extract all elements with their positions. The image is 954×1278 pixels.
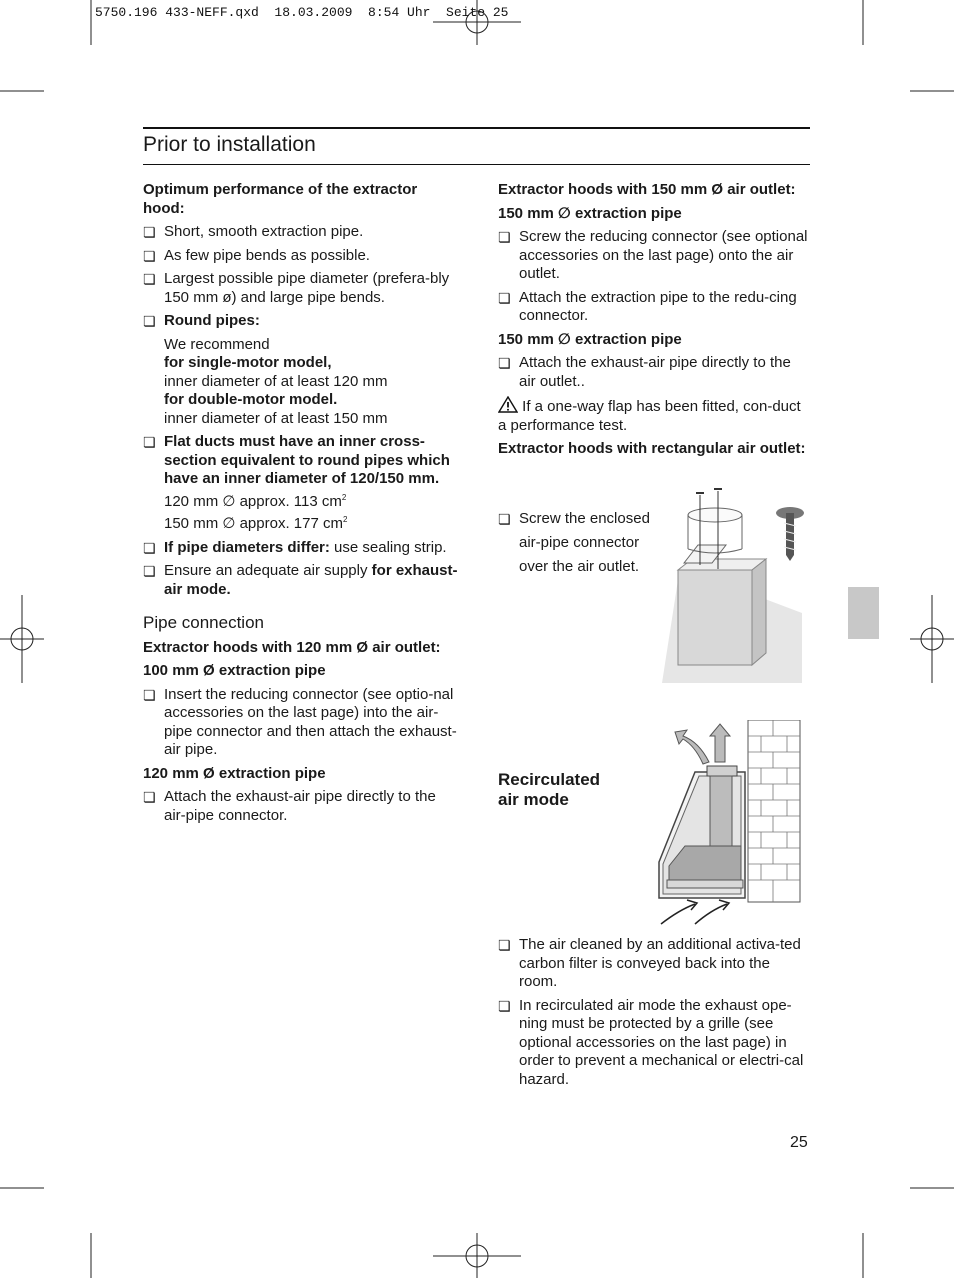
list-item: ❏ Screw the enclosed air-pipe connector over the air outlet. (498, 507, 668, 579)
section-tab (848, 587, 879, 639)
hoods-120-heading: Extractor hoods with 120 mm Ø air outlet: (143, 638, 441, 656)
pipe-150b-heading: 150 mm ∅ extraction pipe (498, 330, 682, 348)
optimum-list (143, 223, 458, 331)
recirculated-heading: Recirculated air mode (498, 770, 601, 809)
hoods-150-heading: Extractor hoods with 150 mm Ø air outlet: (498, 181, 796, 198)
page-title: Prior to installation (143, 133, 316, 156)
rectangular-connector-illustration (660, 485, 810, 685)
round-pipes-detail (164, 336, 458, 429)
flat-duct-row: 150 mm ∅ approx. 177 $cm^2$ (164, 515, 348, 532)
recommend-text: We recommend (164, 335, 270, 353)
list-item: ❏ The air cleaned by an additional activa-ted carbon filter is conveyed back into the room. (498, 936, 812, 992)
single-motor-label: for single-motor model, (164, 354, 332, 371)
list-item: ❏ Screw the reducing connector (see optional accessories on the last page) onto the air outlet. (498, 228, 810, 284)
warning-icon (498, 396, 518, 413)
header-rule-top (143, 127, 810, 129)
flat-ducts-text: ❏ Flat ducts must have an inner cross-section equivalent to round pipes which have an inner diameter of 120/150 mm. (164, 433, 450, 487)
pipe-100-heading: 100 mm Ø extraction pipe (143, 662, 326, 679)
flat-duct-row: 120 mm ∅ approx. 113 $cm^2$ (164, 492, 347, 510)
pipe-120-heading: 120 mm Ø extraction pipe (143, 764, 326, 782)
single-motor-text: inner diameter of at least 120 mm (164, 372, 388, 390)
list-item: ❏ Largest possible pipe diameter (prefera-bly 150 mm ø) and large pipe bends. (143, 270, 458, 307)
optimum-heading: Optimum performance of the extractor hood: (143, 181, 418, 217)
list-item-differ: ❏ If pipe diameters differ: use sealing strip. (143, 539, 458, 558)
warning-note (498, 396, 810, 435)
list-item-flat-ducts (143, 433, 458, 534)
flat-ducts-list (143, 433, 458, 599)
list-item: ❏ Insert the reducing connector (see optio-nal accessories on the last page) into the air-pipe connector and then attach the exhaust-air pipe. (143, 686, 458, 760)
list-item: ❏ As few pipe bends as possible. (143, 247, 458, 266)
list-item: ❏ Short, smooth extraction pipe. (143, 223, 458, 242)
list-item-round-pipes (143, 312, 458, 331)
list-item: ❏ Attach the exhaust-air pipe directly to the air-pipe connector. (143, 788, 458, 825)
list-item: ❏ Attach the exhaust-air pipe directly to the air outlet.. (498, 354, 810, 391)
print-slug: 5750.196 433-NEFF.qxd 18.03.2009 8:54 Uhr Seite 25 (95, 5, 509, 20)
double-motor-label: for double-motor model. (164, 391, 338, 408)
recirculated-list (498, 936, 812, 1094)
left-column (143, 181, 458, 830)
rect-instructions (498, 507, 668, 579)
list-item: ❏ In recirculated air mode the exhaust ope-ning must be protected by a grille (see optional accessories on the last page) in order to prevent a mechanical or electri-cal hazard. (498, 997, 812, 1090)
list-item: ❏ Attach the extraction pipe to the redu-cing connector. (498, 289, 810, 326)
recirculated-air-illustration (655, 720, 805, 930)
pipe-150a-heading: 150 mm ∅ extraction pipe (498, 204, 682, 222)
right-column (498, 181, 810, 464)
pipe-connection-heading: Pipe connection (143, 613, 264, 632)
hoods-rect-heading: Extractor hoods with rectangular air outlet: (498, 440, 806, 457)
round-pipes-label: Round pipes: (164, 312, 260, 329)
list-item-supply: ❏ Ensure an adequate air supply for exhaust-air mode. (143, 562, 458, 599)
warning-text: If a one-way flap has been fitted, con-duct a performance test. (498, 398, 801, 434)
page-number: 25 (790, 1134, 808, 1151)
double-motor-text: inner diameter of at least 150 mm (164, 409, 388, 427)
header-rule-bottom (143, 164, 810, 165)
